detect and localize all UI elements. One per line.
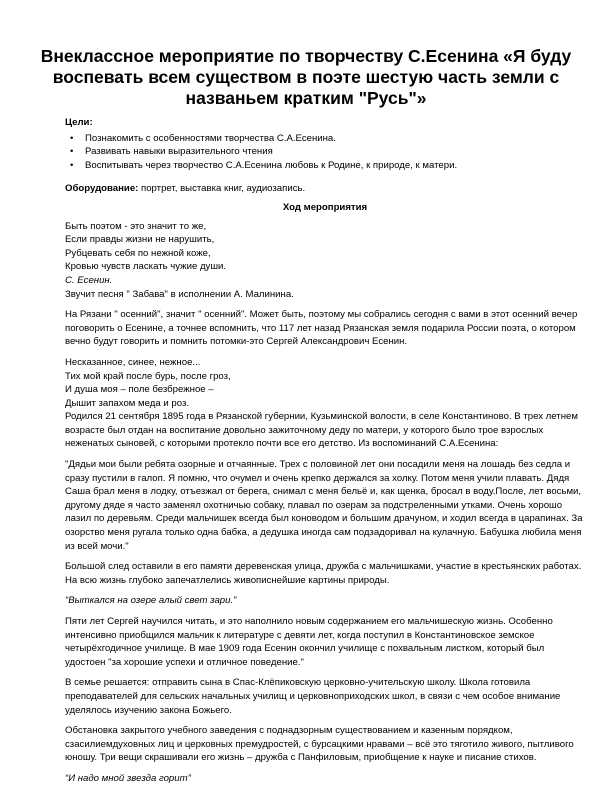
goals-list-item (70, 132, 585, 146)
paragraph-ryazan: На Рязани " осенний", значит " осенний". Может быть, поэтому мы собрались сегодня с вами в этот осенний вечер поговорить о Есенине, а точнее вспомнить, что 117 лет назад Рязанская земля подарила России поэта, о котором вечно будут говорить и помнить потомки-это Сергей Александрович Есенин. (65, 309, 578, 348)
section-heading: Ход мероприятия (282, 201, 368, 213)
goals-list-item (70, 145, 585, 159)
paragraph-trace: Большой след оставили в его памяти деревенская улица, дружба с мальчишками, участие в крестьянских работах. На всю жизнь глубоко запечатлелись живописнейшие картины природы. (65, 561, 582, 586)
equipment-label: Оборудование: (65, 183, 139, 195)
poem-line: Рубцевать себя по нежной коже, (65, 247, 211, 259)
equipment-line (65, 182, 585, 196)
poem-line: И душа моя – поле безбрежное – (65, 384, 214, 396)
bullet-icon: • (70, 146, 74, 158)
poem-line: Дышит запахом меда и роз. (65, 397, 190, 409)
bullet-icon: • (70, 159, 74, 171)
poem-line: Быть поэтом - это значит то же, (65, 220, 207, 232)
goals-label: Цели: (65, 117, 93, 128)
document-body (65, 116, 585, 786)
goals-list-item (70, 159, 585, 173)
poem-line: Если правды жизни не нарушить, (65, 234, 215, 246)
quote-dawn: “Выткался на озере алый свет зари.” (65, 595, 237, 607)
quote-star: “И надо мной звезда горит” (65, 772, 191, 784)
poem-line: Кровью чувств ласкать чужие души. (65, 261, 227, 273)
poem-line: Тих мой край после бурь, после гроз, (65, 370, 231, 382)
bullet-icon: • (70, 132, 74, 144)
paragraph-born: Родился 21 сентября 1895 года в Рязанской губернии, Кузьминской волости, в селе Константиново. В трех летнем возрасте был отдан на воспитание довольно зажиточному деду по матери, у которого было трое взрослых неженатых сыновей, с которыми протекло почти все его детство. Из воспоминаний С.А.Есенина: (65, 411, 578, 450)
song-line: Звучит песня " Забава" в исполнении А. Малинина. (65, 288, 294, 300)
poem-native-land (65, 356, 585, 410)
goals-item-text: Воспитывать через творчество С.А.Есенина любовь к Родине, к природе, к матери. (85, 159, 458, 171)
poem-line: Несказанное, синее, нежное... (65, 356, 201, 368)
poem-epigraph (65, 220, 585, 288)
goals-item-text: Познакомить с особенностями творчества С.А.Есенина. (85, 132, 336, 144)
equipment-text: портрет, выставка книг, аудиозапись. (138, 183, 306, 195)
quote-uncles: "Дядьи мои были ребята озорные и отчаянные. Трех с половиной лет они посадили меня на лошадь без седла и сразу пустили в галоп. Я помню, что очумел и очень крепко держался за холку. Потом меня учили плавать. Дядя Саша брал меня в лодку, отъезжал от берега, снимал с меня бельё и, как щенка, бросал в воду.После, лет восьми, другому дяде я часто заменял охотничью собаку, плавал по озерам за подстреленными утками. Очень хорошо лазил по деревьям. Среди мальчишек всегда был коноводом и большим драчуном, и ходил всегда в царапинах. За озорство меня ругала только одна бабка, а дедушка иногда сам подзадоривал на кулачную. Бабушка любила меня из всей мочи." (65, 459, 583, 552)
paragraph-family: В семье решается: отправить сына в Спас-Клёпиковскую церковно-учительскую школу. Школа готовила преподавателей для сельских начальных училищ и церковноприходских школ, в связи с чем особое внимание уделялось изучению закона Божьего. (65, 677, 561, 716)
paragraph-school: Обстановка закрытого учебного заведения с поднадзорным существованием и казенным порядком, сзасилиемдуховных лиц и церковных премудростей, с бурсацкими нравами – всё это тяготило живого, пытливого юношу. Три вещи скрашивали его жизнь – дружба с Панфиловым, приобщение к науке и писание стихов. (65, 725, 574, 764)
document-title: Внеклассное мероприятие по творчеству С.Есенина «Я буду воспевать всем существом в поэте шестую часть земли с названьем кратким "Русь"» (40, 46, 572, 108)
paragraph-five-years: Пяти лет Сергей научился читать, и это наполнило новым содержанием его мальчишескую жизнь. Особенно интенсивно приобщился мальчик к литературе с девяти лет, когда поступил в Константиновское земское четырёхгодичное училище. В мае 1909 года Есенин окончил училище с похвальным листком, который был удостоен "за хорошие успехи и отличное поведение." (65, 616, 553, 668)
goals-item-text: Развивать навыки выразительного чтения (85, 146, 273, 158)
poem-author: С. Есенин. (65, 274, 113, 286)
goals-list (65, 132, 585, 173)
